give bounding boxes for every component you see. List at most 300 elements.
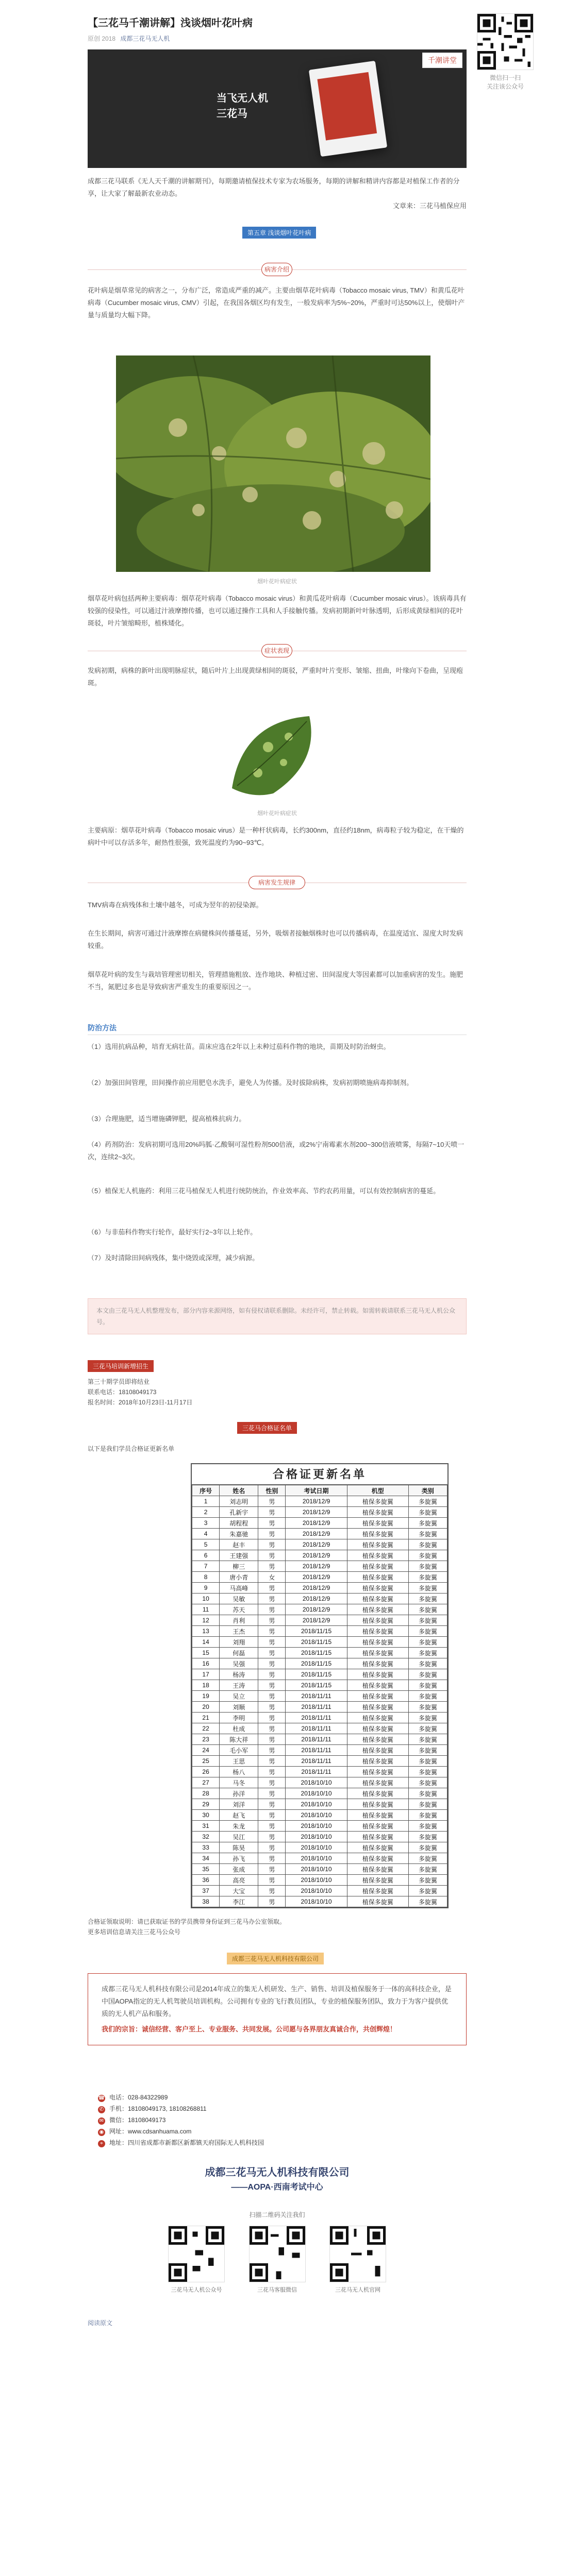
qr-group [88, 2226, 467, 2294]
table-cell: 2018/10/10 [286, 1853, 347, 1864]
table-cell: 植保多旋翼 [347, 1550, 408, 1561]
qr-code-icon [477, 13, 534, 70]
table-cell: 多旋翼 [408, 1713, 447, 1723]
table-cell: 男 [258, 1702, 286, 1713]
company-intro-text: 成都三花马无人机科技有限公司是2014年成立的集无人机研发、生产、销售、培训及植保服务于一体的高科技企业，是中国AOPA指定的无人机驾驶员培训机构。公司拥有专业的飞行教员团队，专业的植保服务团队，致力于为客户提供优质的无人机产品和服务。 [102, 1985, 452, 2018]
contact-row [98, 2126, 264, 2137]
section-1-text [88, 284, 467, 321]
table-cell: 植保多旋翼 [347, 1821, 408, 1832]
contact-row [98, 2092, 264, 2103]
table-cell: 孙洋 [220, 1788, 258, 1799]
table-cell: 陈大祥 [220, 1734, 258, 1745]
table-cell: 植保多旋翼 [347, 1669, 408, 1680]
table-cell: 8 [192, 1572, 220, 1583]
qr-label-1: 三花马无人机公众号 [171, 2287, 222, 2293]
section-badge-1: 病害介绍 [261, 263, 292, 276]
control-p7: （7）及时清除田间病残体，集中烧毁或深埋，减少病源。 [88, 1254, 259, 1262]
table-row [192, 1583, 447, 1594]
table-cell: 植保多旋翼 [347, 1637, 408, 1648]
cert-note: 以下是我们学员合格证更新名单 [88, 1445, 175, 1452]
section-2-paragraph-2: 发病初期，病株的新叶出现明脉症状，随后叶片上出现黄绿相间的斑驳，严重时叶片变形、皱缩、扭曲，叶缘向下卷曲，呈现疱斑。 [88, 667, 463, 687]
company-intro-strong: 我们的宗旨：诚信经营、客户至上、专业服务、共同发展。公司愿与各界朋友真诚合作，共创辉煌！ [102, 2025, 397, 2033]
table-cell: 多旋翼 [408, 1496, 447, 1507]
photo-caption-1: 烟叶花叶病症状 [257, 579, 297, 585]
contact-row [98, 2137, 264, 2148]
table-cell: 20 [192, 1702, 220, 1713]
section-2-text [88, 592, 467, 630]
table-cell: 9 [192, 1583, 220, 1594]
table-cell: 10 [192, 1594, 220, 1604]
table-cell: 植保多旋翼 [347, 1648, 408, 1658]
header-banner [88, 49, 467, 168]
table-row [192, 1734, 447, 1745]
table-cell: 植保多旋翼 [347, 1583, 408, 1594]
section-3-text-2 [88, 899, 467, 911]
table-cell: 多旋翼 [408, 1864, 447, 1875]
cert-table [192, 1485, 447, 1907]
control-p2: （2）加强田间管理，田间操作前应用肥皂水洗手，避免人为传播。及时拔除病株，发病初期喷施病毒抑制剂。 [88, 1079, 413, 1087]
table-cell: 2018/12/9 [286, 1529, 347, 1539]
table-cell: 胡程程 [220, 1518, 258, 1529]
disclaimer-box: 本文由三花马无人机整理发布，部分内容来源网络，如有侵权请联系删除。未经许可，禁止转载。如需转载请联系三花马无人机公众号。 [88, 1298, 467, 1334]
table-cell: 男 [258, 1583, 286, 1594]
table-cell: 男 [258, 1896, 286, 1907]
cert-header-cell: 机型 [347, 1485, 408, 1496]
table-cell: 男 [258, 1529, 286, 1539]
table-cell: 30 [192, 1810, 220, 1821]
table-cell: 2018/12/9 [286, 1561, 347, 1572]
contact-text: 地址：四川省成都市新都区新都镇天府国际无人机科技园 [109, 2139, 264, 2146]
cert-tag: 三花马合格证名单 [237, 1422, 297, 1434]
table-cell: 22 [192, 1723, 220, 1734]
table-cell: 多旋翼 [408, 1842, 447, 1853]
table-cell: 多旋翼 [408, 1702, 447, 1713]
table-row [192, 1637, 447, 1648]
cert-header-cell: 序号 [192, 1485, 220, 1496]
qr-title: 扫描二维码关注我们 [249, 2211, 305, 2218]
table-row [192, 1832, 447, 1842]
table-cell: 男 [258, 1680, 286, 1691]
table-row [192, 1669, 447, 1680]
table-cell: 植保多旋翼 [347, 1723, 408, 1734]
section-badge-2: 症状表现 [261, 644, 292, 657]
table-cell: 2018/11/11 [286, 1723, 347, 1734]
table-cell: 男 [258, 1550, 286, 1561]
qr-code-icon [329, 2226, 386, 2282]
contact-row [98, 2114, 264, 2126]
cert-header-cell: 考试日期 [286, 1485, 347, 1496]
table-cell: 2 [192, 1507, 220, 1518]
table-cell: 2018/10/10 [286, 1864, 347, 1875]
table-cell: 多旋翼 [408, 1658, 447, 1669]
table-cell: 植保多旋翼 [347, 1832, 408, 1842]
table-cell: 杜成 [220, 1723, 258, 1734]
table-row [192, 1604, 447, 1615]
table-cell: 男 [258, 1842, 286, 1853]
table-cell: 2018/11/11 [286, 1702, 347, 1713]
table-cell: 多旋翼 [408, 1788, 447, 1799]
table-cell: 多旋翼 [408, 1745, 447, 1756]
table-cell: 多旋翼 [408, 1734, 447, 1745]
table-cell: 男 [258, 1745, 286, 1756]
table-cell: 植保多旋翼 [347, 1734, 408, 1745]
contact-row [98, 2103, 264, 2114]
tobacco-leaf-photo-1 [116, 355, 430, 572]
table-cell: 多旋翼 [408, 1518, 447, 1529]
author-link[interactable]: 成都三花马无人机 [120, 35, 170, 42]
table-cell: 2018/11/11 [286, 1734, 347, 1745]
section-3-paragraph-2: TMV病毒在病残体和土壤中越冬，可成为翌年的初侵染源。 [88, 901, 263, 909]
table-cell: 大宝 [220, 1886, 258, 1896]
section-3-text-3 [88, 927, 467, 952]
table-cell: 15 [192, 1648, 220, 1658]
training-tag: 三花马培训新增招生 [88, 1360, 154, 1372]
table-cell: 2018/12/9 [286, 1539, 347, 1550]
table-cell: 多旋翼 [408, 1799, 447, 1810]
table-cell: 2018/10/10 [286, 1788, 347, 1799]
table-cell: 2018/12/9 [286, 1550, 347, 1561]
control-p6: （6）与非茄科作物实行轮作，最好实行2~3年以上轮作。 [88, 1228, 257, 1236]
table-cell: 植保多旋翼 [347, 1594, 408, 1604]
section-2-text-2 [88, 665, 467, 689]
table-row [192, 1799, 447, 1810]
table-cell: 植保多旋翼 [347, 1507, 408, 1518]
table-cell: 2018/10/10 [286, 1842, 347, 1853]
table-cell: 19 [192, 1691, 220, 1702]
table-cell: 男 [258, 1561, 286, 1572]
table-cell: 多旋翼 [408, 1821, 447, 1832]
table-cell: 多旋翼 [408, 1648, 447, 1658]
table-cell: 18 [192, 1680, 220, 1691]
table-cell: 杨涛 [220, 1669, 258, 1680]
table-cell: 杨八 [220, 1767, 258, 1777]
table-cell: 植保多旋翼 [347, 1788, 408, 1799]
table-cell: 2018/12/9 [286, 1583, 347, 1594]
table-cell: 孔新宇 [220, 1507, 258, 1518]
table-cell: 吴敏 [220, 1594, 258, 1604]
table-cell: 李明 [220, 1713, 258, 1723]
table-cell: 植保多旋翼 [347, 1680, 408, 1691]
training-info [88, 1377, 467, 1408]
table-cell: 2018/10/10 [286, 1896, 347, 1907]
table-cell: 男 [258, 1615, 286, 1626]
intro-text: 成都三花马联系《无人天千潮的讲解期刊》，每期邀请植保技术专家为农场服务，每期的讲解和精讲内容都是对植保工作者的分享，让大家了解最新农业动态。 [88, 177, 460, 197]
table-cell: 植保多旋翼 [347, 1756, 408, 1767]
table-row [192, 1864, 447, 1875]
table-cell: 多旋翼 [408, 1896, 447, 1907]
training-line-3: 报名时间：2018年10月23日-11月17日 [88, 1399, 193, 1406]
table-row [192, 1561, 447, 1572]
table-cell: 植保多旋翼 [347, 1529, 408, 1539]
table-row [192, 1539, 447, 1550]
table-cell: 35 [192, 1864, 220, 1875]
table-cell: 马冬 [220, 1777, 258, 1788]
table-cell: 男 [258, 1626, 286, 1637]
table-cell: 多旋翼 [408, 1680, 447, 1691]
table-cell: 多旋翼 [408, 1669, 447, 1680]
table-cell: 植保多旋翼 [347, 1702, 408, 1713]
company-tag: 成都三花马无人机科技有限公司 [227, 1953, 324, 1964]
location-icon: ⌖ [98, 2140, 105, 2147]
table-cell: 2018/10/10 [286, 1777, 347, 1788]
banner-tag: 千潮讲堂 [422, 53, 462, 68]
table-row [192, 1875, 447, 1886]
table-cell: 多旋翼 [408, 1723, 447, 1734]
table-cell: 多旋翼 [408, 1594, 447, 1604]
table-row [192, 1777, 447, 1788]
table-cell: 男 [258, 1886, 286, 1896]
table-cell: 赵飞 [220, 1810, 258, 1821]
table-cell: 2018/11/15 [286, 1626, 347, 1637]
section-3-paragraph-4: 烟草花叶病的发生与栽培管理密切相关，管理措施粗放、连作地块、种植过密、田间湿度大等因素都可以加重病害的发生。施肥不当，氮肥过多也是导致病害严重发生的重要原因之一。 [88, 971, 463, 991]
table-cell: 男 [258, 1539, 286, 1550]
table-cell: 多旋翼 [408, 1583, 447, 1594]
table-cell: 24 [192, 1745, 220, 1756]
table-cell: 多旋翼 [408, 1529, 447, 1539]
table-cell: 6 [192, 1550, 220, 1561]
table-cell: 植保多旋翼 [347, 1518, 408, 1529]
table-cell: 植保多旋翼 [347, 1745, 408, 1756]
table-cell: 男 [258, 1604, 286, 1615]
control-p5: （5）植保无人机施药：利用三花马植保无人机进行统防统治，作业效率高、节约农药用量，可以有效控制病害的蔓延。 [88, 1187, 440, 1195]
table-cell: 植保多旋翼 [347, 1539, 408, 1550]
table-cell: 多旋翼 [408, 1810, 447, 1821]
table-cell: 男 [258, 1518, 286, 1529]
table-cell: 植保多旋翼 [347, 1799, 408, 1810]
original-label: 原创 [88, 35, 101, 42]
table-cell: 男 [258, 1788, 286, 1799]
table-cell: 多旋翼 [408, 1832, 447, 1842]
table-cell: 2018/11/15 [286, 1669, 347, 1680]
table-cell: 多旋翼 [408, 1539, 447, 1550]
table-row [192, 1550, 447, 1561]
section-3-paragraph: 主要病原：烟草花叶病毒（Tobacco mosaic virus）是一种杆状病毒，长约300nm，直径约18nm，病毒粒子较为稳定，在干燥的病叶中可以存活多年，耐热性很强，致死温度约为90~93℃。 [88, 826, 464, 846]
table-cell: 吴强 [220, 1658, 258, 1669]
section-2-paragraph: 烟草花叶病包括两种主要病毒：烟草花叶病毒（Tobacco mosaic virus）和黄瓜花叶病毒（Cucumber mosaic virus）。该病毒具有较强的侵染性，可以通过汁液摩擦传播，也可以通过操作工具和人手接触传播。发病初期新叶叶脉透明，后形成黄绿相间的花叶斑驳，叶片皱缩畸形，植株矮化。 [88, 595, 467, 627]
table-cell: 植保多旋翼 [347, 1713, 408, 1723]
table-cell: 2018/10/10 [286, 1886, 347, 1896]
table-cell: 2018/12/9 [286, 1518, 347, 1529]
table-row [192, 1886, 447, 1896]
table-row [192, 1756, 447, 1767]
table-cell: 2018/11/11 [286, 1745, 347, 1756]
table-cell: 36 [192, 1875, 220, 1886]
table-cell: 何磊 [220, 1648, 258, 1658]
table-cell: 吴江 [220, 1832, 258, 1842]
table-cell: 26 [192, 1767, 220, 1777]
table-cell: 2018/12/9 [286, 1496, 347, 1507]
section-tag-1: 第五章 浅谈烟叶花叶病 [242, 227, 316, 239]
table-cell: 多旋翼 [408, 1767, 447, 1777]
table-cell: 朱嘉驰 [220, 1529, 258, 1539]
table-cell: 植保多旋翼 [347, 1691, 408, 1702]
table-cell: 男 [258, 1594, 286, 1604]
table-row [192, 1648, 447, 1658]
table-cell: 多旋翼 [408, 1572, 447, 1583]
table-cell: 朱龙 [220, 1821, 258, 1832]
table-cell: 植保多旋翼 [347, 1496, 408, 1507]
company-name: 成都三花马无人机科技有限公司 [205, 2167, 350, 2178]
qr-item-2 [246, 2226, 308, 2294]
table-row [192, 1896, 447, 1907]
table-row [192, 1529, 447, 1539]
read-original-link[interactable]: 阅读原文 [88, 2319, 113, 2327]
table-row [192, 1658, 447, 1669]
table-row [192, 1691, 447, 1702]
table-cell: 男 [258, 1777, 286, 1788]
banner-headline [217, 91, 268, 122]
table-row [192, 1767, 447, 1777]
table-cell: 多旋翼 [408, 1875, 447, 1886]
table-row [192, 1507, 447, 1518]
table-cell: 多旋翼 [408, 1756, 447, 1767]
table-cell: 植保多旋翼 [347, 1572, 408, 1583]
sidebar-qr [474, 13, 536, 91]
table-cell: 男 [258, 1799, 286, 1810]
table-cell: 多旋翼 [408, 1615, 447, 1626]
table-row [192, 1853, 447, 1864]
cert-follow-2: 更多培训信息请关注三花马公众号 [88, 1928, 181, 1936]
article-meta [88, 34, 173, 43]
contact-list [98, 2092, 264, 2148]
table-row [192, 1842, 447, 1853]
section-3-text [88, 824, 467, 849]
qr-caption: 微信扫一扫 关注该公众号 [486, 74, 524, 90]
table-row [192, 1788, 447, 1799]
company-sub: ——AOPA·西南考试中心 [231, 2183, 323, 2192]
company-intro-box [88, 1973, 467, 2045]
table-cell: 植保多旋翼 [347, 1777, 408, 1788]
cert-header-cell: 类别 [408, 1485, 447, 1496]
table-cell: 赵丰 [220, 1539, 258, 1550]
contact-text: 手机：18108049173, 18108268811 [109, 2105, 207, 2112]
control-p4: （4）药剂防治：发病初期可选用20%吗胍·乙酸铜可湿性粉剂500倍液，或2%宁南霉素水剂200~300倍液喷雾，每隔7~10天喷一次，连续2~3次。 [88, 1141, 465, 1161]
table-cell: 11 [192, 1604, 220, 1615]
table-cell: 男 [258, 1875, 286, 1886]
table-cell: 植保多旋翼 [347, 1875, 408, 1886]
table-row [192, 1723, 447, 1734]
table-row [192, 1518, 447, 1529]
table-row [192, 1572, 447, 1583]
table-cell: 29 [192, 1799, 220, 1810]
banner-headline-2: 三花马 [217, 108, 247, 120]
table-cell: 刘顺 [220, 1702, 258, 1713]
table-cell: 毛小军 [220, 1745, 258, 1756]
table-cell: 男 [258, 1658, 286, 1669]
table-cell: 37 [192, 1886, 220, 1896]
table-cell: 25 [192, 1756, 220, 1767]
table-cell: 王涛 [220, 1680, 258, 1691]
wechat-icon: ✉ [98, 2117, 105, 2125]
table-cell: 多旋翼 [408, 1507, 447, 1518]
qr-item-1 [165, 2226, 227, 2294]
table-row [192, 1821, 447, 1832]
qr-code-icon [168, 2226, 225, 2282]
table-cell: 男 [258, 1723, 286, 1734]
table-cell: 23 [192, 1734, 220, 1745]
table-cell: 女 [258, 1572, 286, 1583]
table-cell: 植保多旋翼 [347, 1864, 408, 1875]
table-cell: 柳三 [220, 1561, 258, 1572]
table-cell: 男 [258, 1821, 286, 1832]
section-badge-3: 病害发生规律 [248, 876, 305, 889]
table-cell: 男 [258, 1669, 286, 1680]
table-cell: 男 [258, 1756, 286, 1767]
table-cell: 植保多旋翼 [347, 1626, 408, 1637]
table-cell: 植保多旋翼 [347, 1896, 408, 1907]
table-cell: 2018/12/9 [286, 1594, 347, 1604]
article-date: 2018 [102, 35, 116, 42]
cert-header-cell: 性别 [258, 1485, 286, 1496]
table-cell: 5 [192, 1539, 220, 1550]
qr-label-2: 三花马客服微信 [257, 2287, 297, 2293]
table-cell: 张成 [220, 1864, 258, 1875]
table-cell: 男 [258, 1832, 286, 1842]
qr-code-icon [249, 2226, 306, 2282]
training-line-1: 第三十期学员即将结业 [88, 1378, 150, 1385]
table-cell: 多旋翼 [408, 1561, 447, 1572]
table-cell: 2018/11/11 [286, 1691, 347, 1702]
table-cell: 2018/12/9 [286, 1507, 347, 1518]
table-cell: 刘志明 [220, 1496, 258, 1507]
table-cell: 1 [192, 1496, 220, 1507]
table-cell: 2018/11/15 [286, 1648, 347, 1658]
intro-paragraph [88, 175, 467, 212]
table-cell: 男 [258, 1853, 286, 1864]
table-cell: 14 [192, 1637, 220, 1648]
table-cell: 孙飞 [220, 1853, 258, 1864]
book-graphic [309, 61, 387, 157]
table-cell: 2018/10/10 [286, 1875, 347, 1886]
control-methods-heading: 防治方法 [88, 1024, 117, 1032]
table-cell: 王建强 [220, 1550, 258, 1561]
table-cell: 苏天 [220, 1604, 258, 1615]
table-cell: 刘洋 [220, 1799, 258, 1810]
table-row [192, 1702, 447, 1713]
table-cell: 男 [258, 1507, 286, 1518]
table-cell: 多旋翼 [408, 1886, 447, 1896]
table-cell: 吴立 [220, 1691, 258, 1702]
table-cell: 2018/10/10 [286, 1821, 347, 1832]
cert-follow-1: 合格证领取说明：请已获取证书的学员携带身份证到三花马办公室领取。 [88, 1918, 286, 1925]
table-cell: 唐小青 [220, 1572, 258, 1583]
table-cell: 男 [258, 1713, 286, 1723]
table-cell: 2018/12/9 [286, 1615, 347, 1626]
table-cell: 李江 [220, 1896, 258, 1907]
table-cell: 2018/11/11 [286, 1713, 347, 1723]
intro-signature: 文章来：三花马植保应用 [392, 202, 467, 210]
table-cell: 男 [258, 1767, 286, 1777]
table-row [192, 1810, 447, 1821]
qr-item-3 [327, 2226, 389, 2294]
table-cell: 男 [258, 1648, 286, 1658]
table-cell: 2018/10/10 [286, 1799, 347, 1810]
table-cell: 多旋翼 [408, 1637, 447, 1648]
table-cell: 男 [258, 1637, 286, 1648]
control-p3: （3）合理施肥，适当增施磷钾肥，提高植株抗病力。 [88, 1115, 246, 1123]
cert-follow [88, 1917, 467, 1937]
table-cell: 2018/10/10 [286, 1810, 347, 1821]
web-icon: ◉ [98, 2129, 105, 2136]
cert-header-cell: 姓名 [220, 1485, 258, 1496]
table-cell: 王思 [220, 1756, 258, 1767]
table-cell: 2018/11/15 [286, 1637, 347, 1648]
table-cell: 多旋翼 [408, 1853, 447, 1864]
table-cell: 植保多旋翼 [347, 1658, 408, 1669]
contact-text: 电话：028-84322989 [109, 2094, 168, 2101]
training-line-2: 联系电话：18108049173 [88, 1388, 157, 1396]
table-cell: 植保多旋翼 [347, 1561, 408, 1572]
